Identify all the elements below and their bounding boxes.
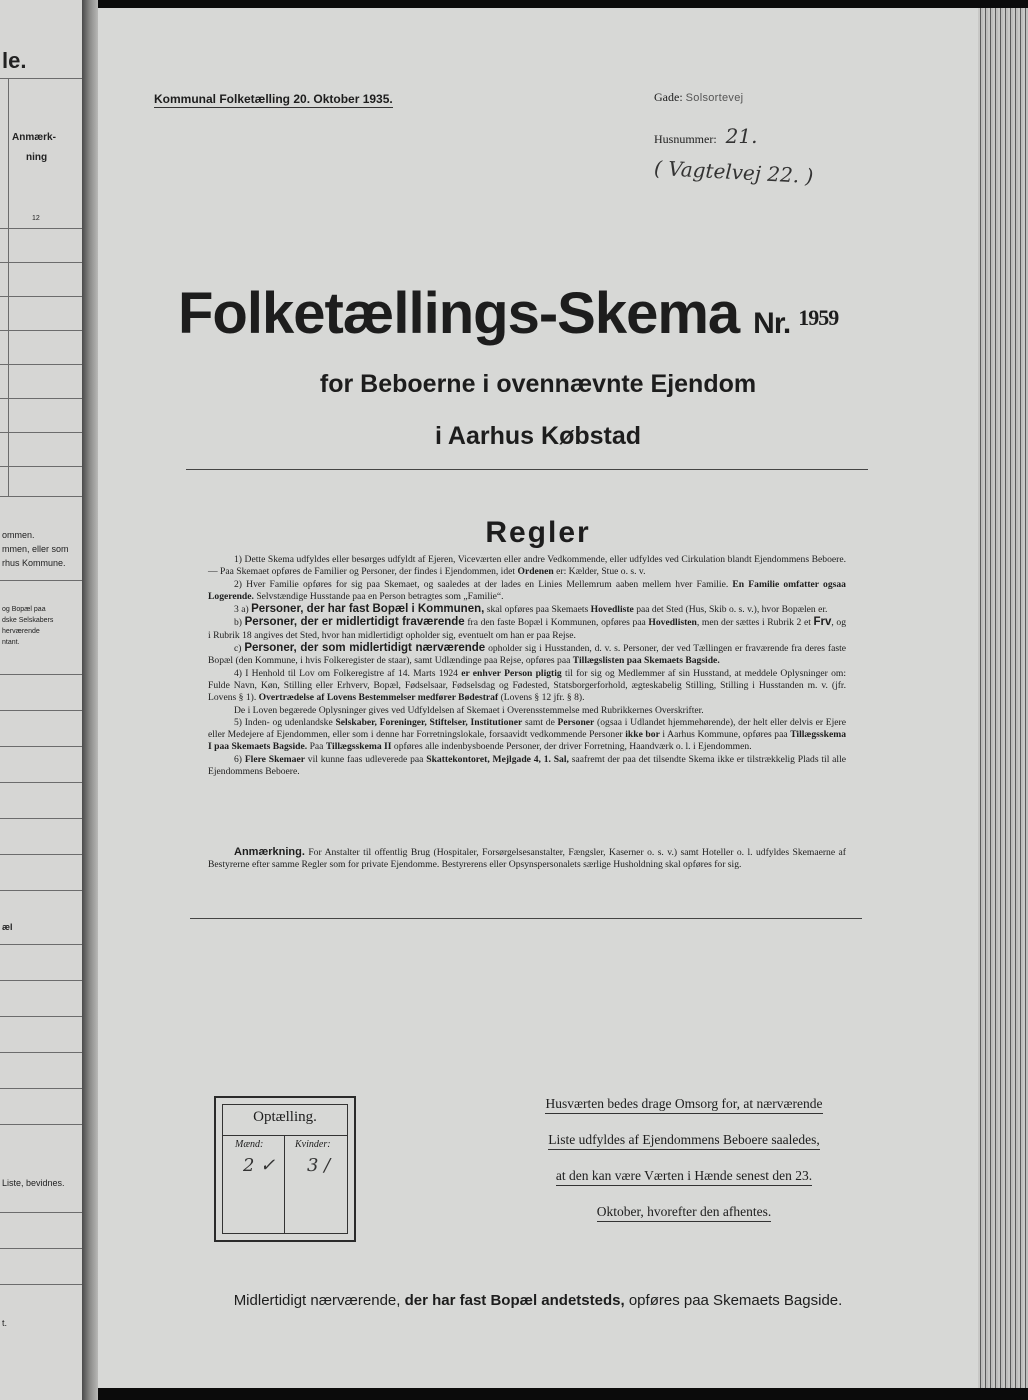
street-field — [654, 90, 743, 105]
landlord-notice-line: Liste udfyldes af Ejendommens Beboere saaledes, — [518, 1132, 850, 1148]
divider — [0, 944, 82, 945]
divider — [0, 364, 82, 365]
divider — [223, 1135, 347, 1136]
divider — [0, 1052, 82, 1053]
handwritten-address-note: ( Vagtelvej 22. ) — [653, 155, 814, 189]
page-stack-edge — [978, 8, 1028, 1388]
divider — [0, 330, 82, 331]
left-note2-line: ntant. — [2, 639, 20, 646]
rule-5: 5) Inden- og udenlandske Selskaber, Foreninger, Stiftelser, Institutioner samt de Personer (ogsaa i Udlandet hjemmehørende), der helt eller delvis er Ejere eller Medejere af Ejendommen, eller som i denne har Forretningslokale, forsaavidt vedkommende Personer ikke bor i Aarhus Kommune, opføres paa Tillægsskema I paa Skemaets Bagside. Paa Tillægsskema II opføres alle indenbysboende Personer, der driver Forretning, Haandværk o. l. i Ejendommen. — [208, 716, 846, 753]
form-subtitle-1: for Beboerne i ovennævnte Ejendom — [319, 370, 757, 398]
left-col-number: 12 — [32, 215, 40, 222]
rule-2: 2) Hver Familie opføres for sig paa Skemaet, og saaledes at der lades en Linies Mellemrum aaben mellem hver Familie. En Familie omfatter ogsaa Logerende. Selvstændige Husstande paa en Person betragtes som „Familie“. — [208, 578, 846, 602]
census-form-page — [98, 8, 978, 1388]
count-box-title: Optælling. — [253, 1109, 317, 1125]
left-facing-page — [0, 0, 84, 1400]
divider — [190, 918, 862, 919]
divider — [0, 746, 82, 747]
divider — [8, 78, 9, 496]
left-note1-line: rhus Kommune. — [2, 558, 66, 568]
divider — [0, 432, 82, 433]
footer-note — [98, 1292, 978, 1309]
divider — [0, 1088, 82, 1089]
divider — [0, 78, 82, 79]
form-number-label: Nr. — [753, 307, 791, 340]
divider — [0, 674, 82, 675]
remark-paragraph — [208, 846, 846, 872]
left-note2-line: og Bopæl paa — [2, 606, 46, 613]
left-col-header-2: ning — [26, 152, 48, 163]
husnummer-value: 21. — [725, 124, 758, 148]
women-count: 3 / — [307, 1155, 331, 1176]
divider — [0, 262, 82, 263]
men-count: 2 ✓ — [243, 1155, 276, 1176]
rule-4b: De i Loven begærede Oplysninger gives ved Udfyldelsen af Skemaet i Overensstemmelse med Rubrikkernes Overskrifter. — [234, 704, 704, 716]
landlord-notice-line: at den kan være Værten i Hænde senest den 23. — [518, 1168, 850, 1184]
house-number-field — [654, 124, 757, 148]
divider — [0, 1016, 82, 1017]
form-title-main: Folketællings-Skema — [178, 281, 740, 346]
left-mid-label: æl — [2, 922, 13, 932]
remark-text: For Anstalter til offentlig Brug (Hospitaler, Forsørgelsesanstalter, Fængsler, Kaserner o. s. v.) samt Hoteller o. l. udfyldes Skemaerne af Bestyrerne efter samme Regler som for private Ejendomme. Bestyrerens eller Opsynspersonalets særlige Husholdning skal opføres for sig. — [208, 847, 846, 871]
footer-bold: der har fast Bopæl andetsteds, — [404, 1292, 625, 1309]
left-note1-line: mmen, eller som — [2, 544, 69, 554]
divider — [0, 782, 82, 783]
remark-label: Anmærkning. — [234, 846, 305, 858]
divider — [0, 1124, 82, 1125]
left-last-note: t. — [2, 1318, 8, 1328]
census-header-title: Kommunal Folketælling 20. Oktober 1935. — [154, 92, 393, 106]
divider — [0, 496, 82, 497]
divider — [186, 469, 868, 470]
rule-3a: 3 a) Personer, der har fast Bopæl i Kommunen, skal opføres paa Skemaets Hovedliste paa det Sted (Hus, Skib o. s. v.), hvor Bopælen er. — [234, 603, 828, 616]
divider — [0, 296, 82, 297]
rule-3c: c) Personer, der som midlertidigt nærværende opholder sig i Husstanden, d. v. s. Personer, der ved Tællingen er fraværende fra deres faste Bopæl (den Kommune, i hvis Folkeregister de staar), samt Udlændinge paa Rejse, opføres paa Tillægslisten paa Skemaets Bagside. — [208, 642, 847, 667]
rules-heading: Regler — [485, 516, 591, 549]
divider — [0, 1248, 82, 1249]
husnummer-label: Husnummer: — [654, 132, 717, 146]
gade-value: Solsortevej — [685, 92, 744, 104]
divider — [0, 890, 82, 891]
rule-3b: b) Personer, der er midlertidigt fraværende fra den faste Bopæl i Kommunen, opføres paa Hovedlisten, men der sættes i Rubrik 2 et Frv, og i Rubrik 18 angives det Sted, hvor han midlertidigt opholder sig, eventuelt om han er paa Rejse. — [208, 616, 847, 641]
footer-post: opføres paa Skemaets Bagside. — [628, 1292, 843, 1309]
rule-4: 4) I Henhold til Lov om Folkeregistre af 14. Marts 1924 er enhver Person pligtig til for sig og Medlemmer af sin Husstand, at meddele Oplysninger om: Fulde Navn, Køn, Stilling eller Erhverv, Bopæl, Fødselsaar, Fødselsdag og Fødested, Statsborgerforhold, ægteskabelig Stilling, Stilling i Husstanden m. v. (jfr. Lovens § 1). Overtrædelse af Lovens Bestemmelser medfører Bødestraf (Lovens § 12 jfr. § 8). — [208, 667, 846, 704]
rules-text — [208, 554, 846, 778]
left-page-heading: le. — [2, 48, 27, 73]
divider — [0, 398, 82, 399]
divider — [0, 466, 82, 467]
form-number-value: 1959 — [798, 305, 839, 330]
divider — [0, 818, 82, 819]
divider — [0, 1284, 82, 1285]
men-label: Mænd: — [235, 1139, 264, 1150]
book-gutter — [82, 0, 98, 1400]
rule-6: 6) Flere Skemaer vil kunne faas udleverede paa Skattekontoret, Mejlgade 4, 1. Sal, saafremt der paa det tilsendte Skema ikke er tilstrækkelig Plads til alle Ejendommens Beboere. — [208, 753, 847, 778]
landlord-notice-line: Oktober, hvorefter den afhentes. — [518, 1204, 850, 1220]
left-note1-line: ommen. — [2, 530, 35, 540]
divider — [0, 580, 82, 581]
landlord-notice-line: Husværten bedes drage Omsorg for, at nærværende — [518, 1096, 850, 1112]
divider — [0, 228, 82, 229]
count-box — [214, 1096, 356, 1242]
gade-label: Gade: — [654, 90, 683, 104]
left-note2-line: herværende — [2, 628, 40, 635]
divider — [284, 1135, 285, 1233]
form-subtitle-2: i Aarhus Købstad — [434, 422, 642, 450]
left-note2-line: dske Selskabers — [2, 617, 54, 624]
footer-pre: Midlertidigt nærværende, — [233, 1292, 401, 1309]
divider — [0, 710, 82, 711]
count-box-inner — [222, 1104, 348, 1234]
left-col-header-1: Anmærk- — [12, 132, 56, 143]
rule-1: 1) Dette Skema udfyldes eller besørges udfyldt af Ejeren, Viceværten eller andre Vedkommende, eller udfyldes ved Cirkulation blandt Ejendommens Beboere. — Paa Skemaet opføres de Familier og Personer, der findes i Ejendommen, idet Ordenen er: Kælder, Stue o. s. v. — [208, 554, 846, 578]
divider — [0, 854, 82, 855]
divider — [0, 1212, 82, 1213]
divider — [0, 980, 82, 981]
women-label: Kvinder: — [295, 1139, 331, 1150]
form-title — [178, 280, 898, 347]
left-bottom-note: Liste, bevidnes. — [2, 1178, 65, 1188]
